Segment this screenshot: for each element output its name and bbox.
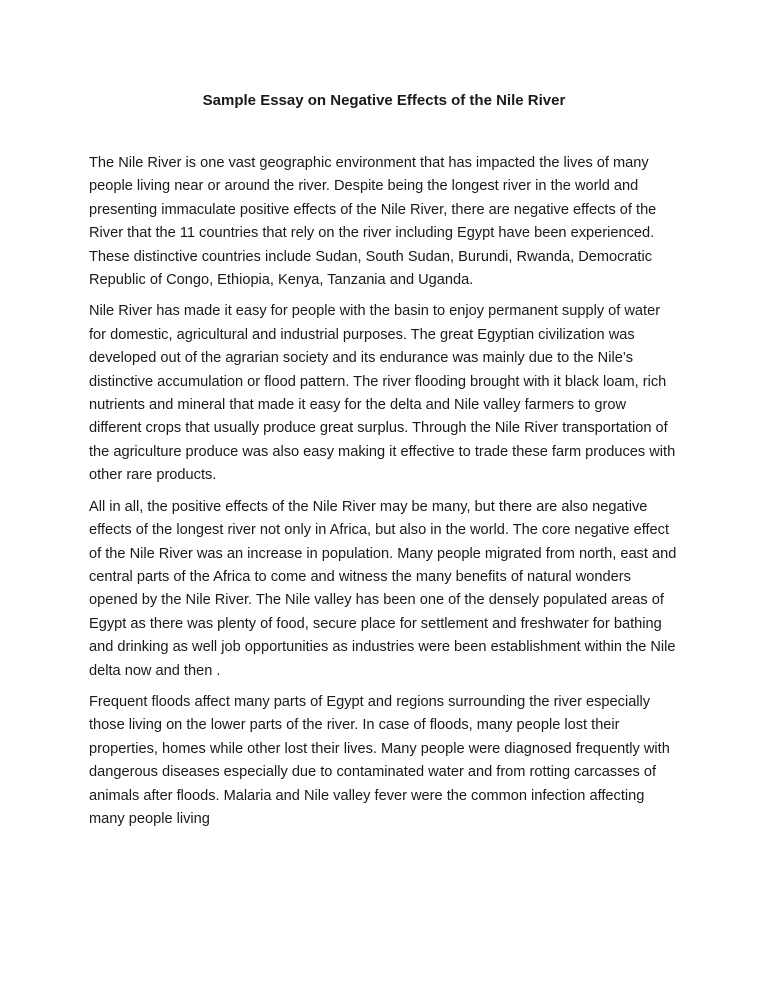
document-body xyxy=(89,152,681,839)
paragraph-1: The Nile River is one vast geographic environment that has impacted the lives of many people living near or around the river. Despite being the longest river in the world and presenting immaculate positive effects of the Nile River, there are negative effects of the River that the 11 countries that rely on the river including Egypt have been experienced. These distinctive countries include Sudan, South Sudan, Burundi, Rwanda, Democratic Republic of Congo, Ethiopia, Kenya, Tanzania and Uganda. xyxy=(89,155,657,289)
document-title: Sample Essay on Negative Effects of the Nile River xyxy=(202,92,566,109)
paragraph-2: Nile River has made it easy for people with the basin to enjoy permanent supply of water for domestic, agricultural and industrial purposes. The great Egyptian civilization was developed out of the agrarian society and its endurance was mainly due to the Nile’s distinctive accumulation or flood pattern. The river flooding brought with it black loam, rich nutrients and mineral that made it easy for the delta and Nile valley farmers to grow different crops that usually produce great surplus. Through the Nile River transportation of the agriculture produce was also easy making it effective to trade these farm produces with other rare products. xyxy=(89,303,676,484)
paragraph-4: Frequent floods affect many parts of Egypt and regions surrounding the river especially those living on the lower parts of the river. In case of floods, many people lost their properties, homes while other lost their lives. Many people were diagnosed frequently with dangerous diseases especially due to contaminated water and from rotting carcasses of animals after floods. Malaria and Nile valley fever were the common infection affecting many people living xyxy=(89,693,670,827)
paragraph-3: All in all, the positive effects of the Nile River may be many, but there are also negative effects of the longest river not only in Africa, but also in the world. The core negative effect of the Nile River was an increase in population. Many people migrated from north, east and central parts of the Africa to come and witness the many benefits of natural wonders opened by the Nile River. The Nile valley has been one of the densely populated areas of Egypt as there was plenty of food, secure place for settlement and freshwater for bathing and drinking as well job opportunities as industries were been establishment within the Nile delta now and then . xyxy=(89,498,677,679)
